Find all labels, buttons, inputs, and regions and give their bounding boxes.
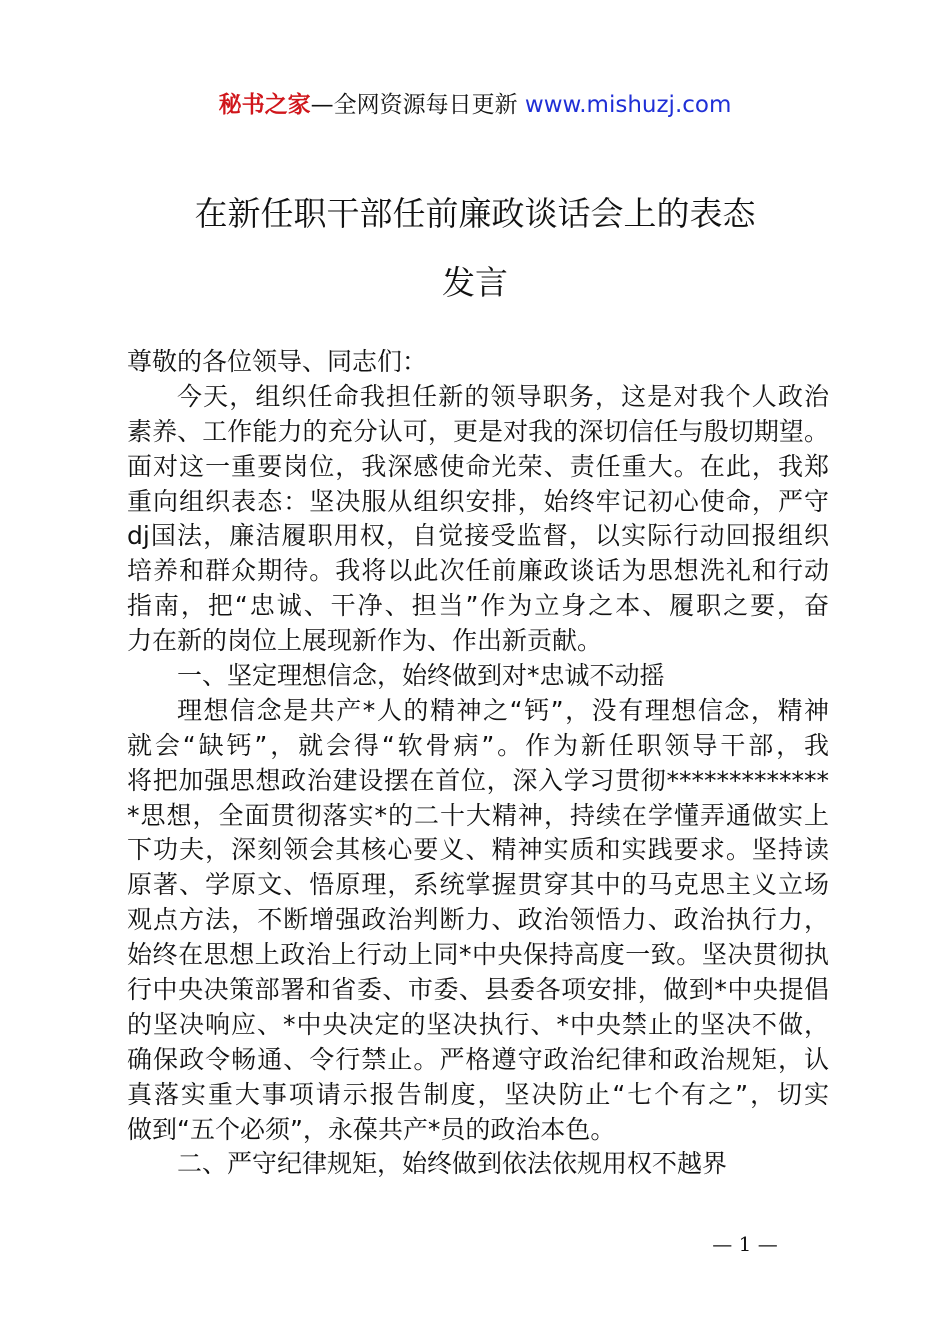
body-line: 今天，组织任命我担任新的领导职务，这是对我个人政治 [177, 381, 829, 411]
salutation: 尊敬的各位领导、同志们： [127, 347, 428, 376]
body-line: 重向组织表态：坚决服从组织安排，始终牢记初心使命，严守 [127, 486, 829, 516]
body-line: 下功夫，深刻领会其核心要义、精神实质和实践要求。坚持读 [127, 835, 829, 865]
body-line: dj国法，廉洁履职用权，自觉接受监督，以实际行动回报组织 [127, 521, 829, 551]
body-line: 做到“五个必须”，永葆共产*员的政治本色。 [127, 1114, 616, 1144]
body-line: 指南，把“忠诚、干净、担当”作为立身之本、履职之要，奋 [127, 591, 829, 621]
body-line: 就会“缺钙”，就会得“软骨病”。作为新任职领导干部，我 [127, 730, 829, 760]
body-line: 行中央决策部署和省委、市委、县委各项安排，做到*中央提倡 [127, 975, 829, 1005]
site-banner [0, 88, 950, 122]
body-line: *思想，全面贯彻落实*的二十大精神，持续在学懂弄通做实上 [127, 800, 829, 830]
body-line: 素养、工作能力的充分认可，更是对我的深切信任与殷切期望。 [127, 416, 829, 446]
body-line: 观点方法，不断增强政治判断力、政治领悟力、政治执行力， [127, 905, 829, 935]
brand-name: 秘书之家 [218, 92, 311, 118]
section-heading-1: 一、坚定理想信念，始终做到对*忠诚不动摇 [177, 661, 665, 691]
body-line: 培养和群众期待。我将以此次任前廉政谈话为思想洗礼和行动 [127, 556, 829, 586]
body-line: 真落实重大事项请示报告制度，坚决防止“七个有之”，切实 [127, 1079, 829, 1109]
body-line: 面对这一重要岗位，我深感使命光荣、责任重大。在此，我郑 [127, 451, 829, 481]
body-line: 确保政令畅通、令行禁止。严格遵守政治纪律和政治规矩，认 [127, 1044, 829, 1074]
body-line: 始终在思想上政治上行动上同*中央保持高度一致。坚决贯彻执 [127, 940, 829, 970]
document-title-line-2: 发言 [442, 263, 508, 302]
body-line: 力在新的岗位上展现新作为、作出新贡献。 [127, 626, 603, 656]
body-line: 的坚决响应、*中央决定的坚决执行、*中央禁止的坚决不做， [127, 1009, 829, 1039]
page-number: — 1 — [712, 1232, 778, 1256]
document-body [127, 345, 829, 1182]
section-heading-2: 二、严守纪律规矩，始终做到依法依规用权不越界 [177, 1149, 728, 1179]
banner-tagline: —全网资源每日更新 [310, 92, 525, 118]
body-line: 将把加强思想政治建设摆在首位，深入学习贯彻************* [127, 765, 829, 795]
body-line: 理想信念是共产*人的精神之“钙”，没有理想信念，精神 [177, 695, 829, 725]
body-line: 原著、学原文、悟原理，系统掌握贯穿其中的马克思主义立场 [127, 870, 829, 900]
document-title-line-1: 在新任职干部任前廉政谈话会上的表态 [194, 194, 756, 233]
site-url-link[interactable]: www.mishuzj.com [524, 92, 732, 118]
